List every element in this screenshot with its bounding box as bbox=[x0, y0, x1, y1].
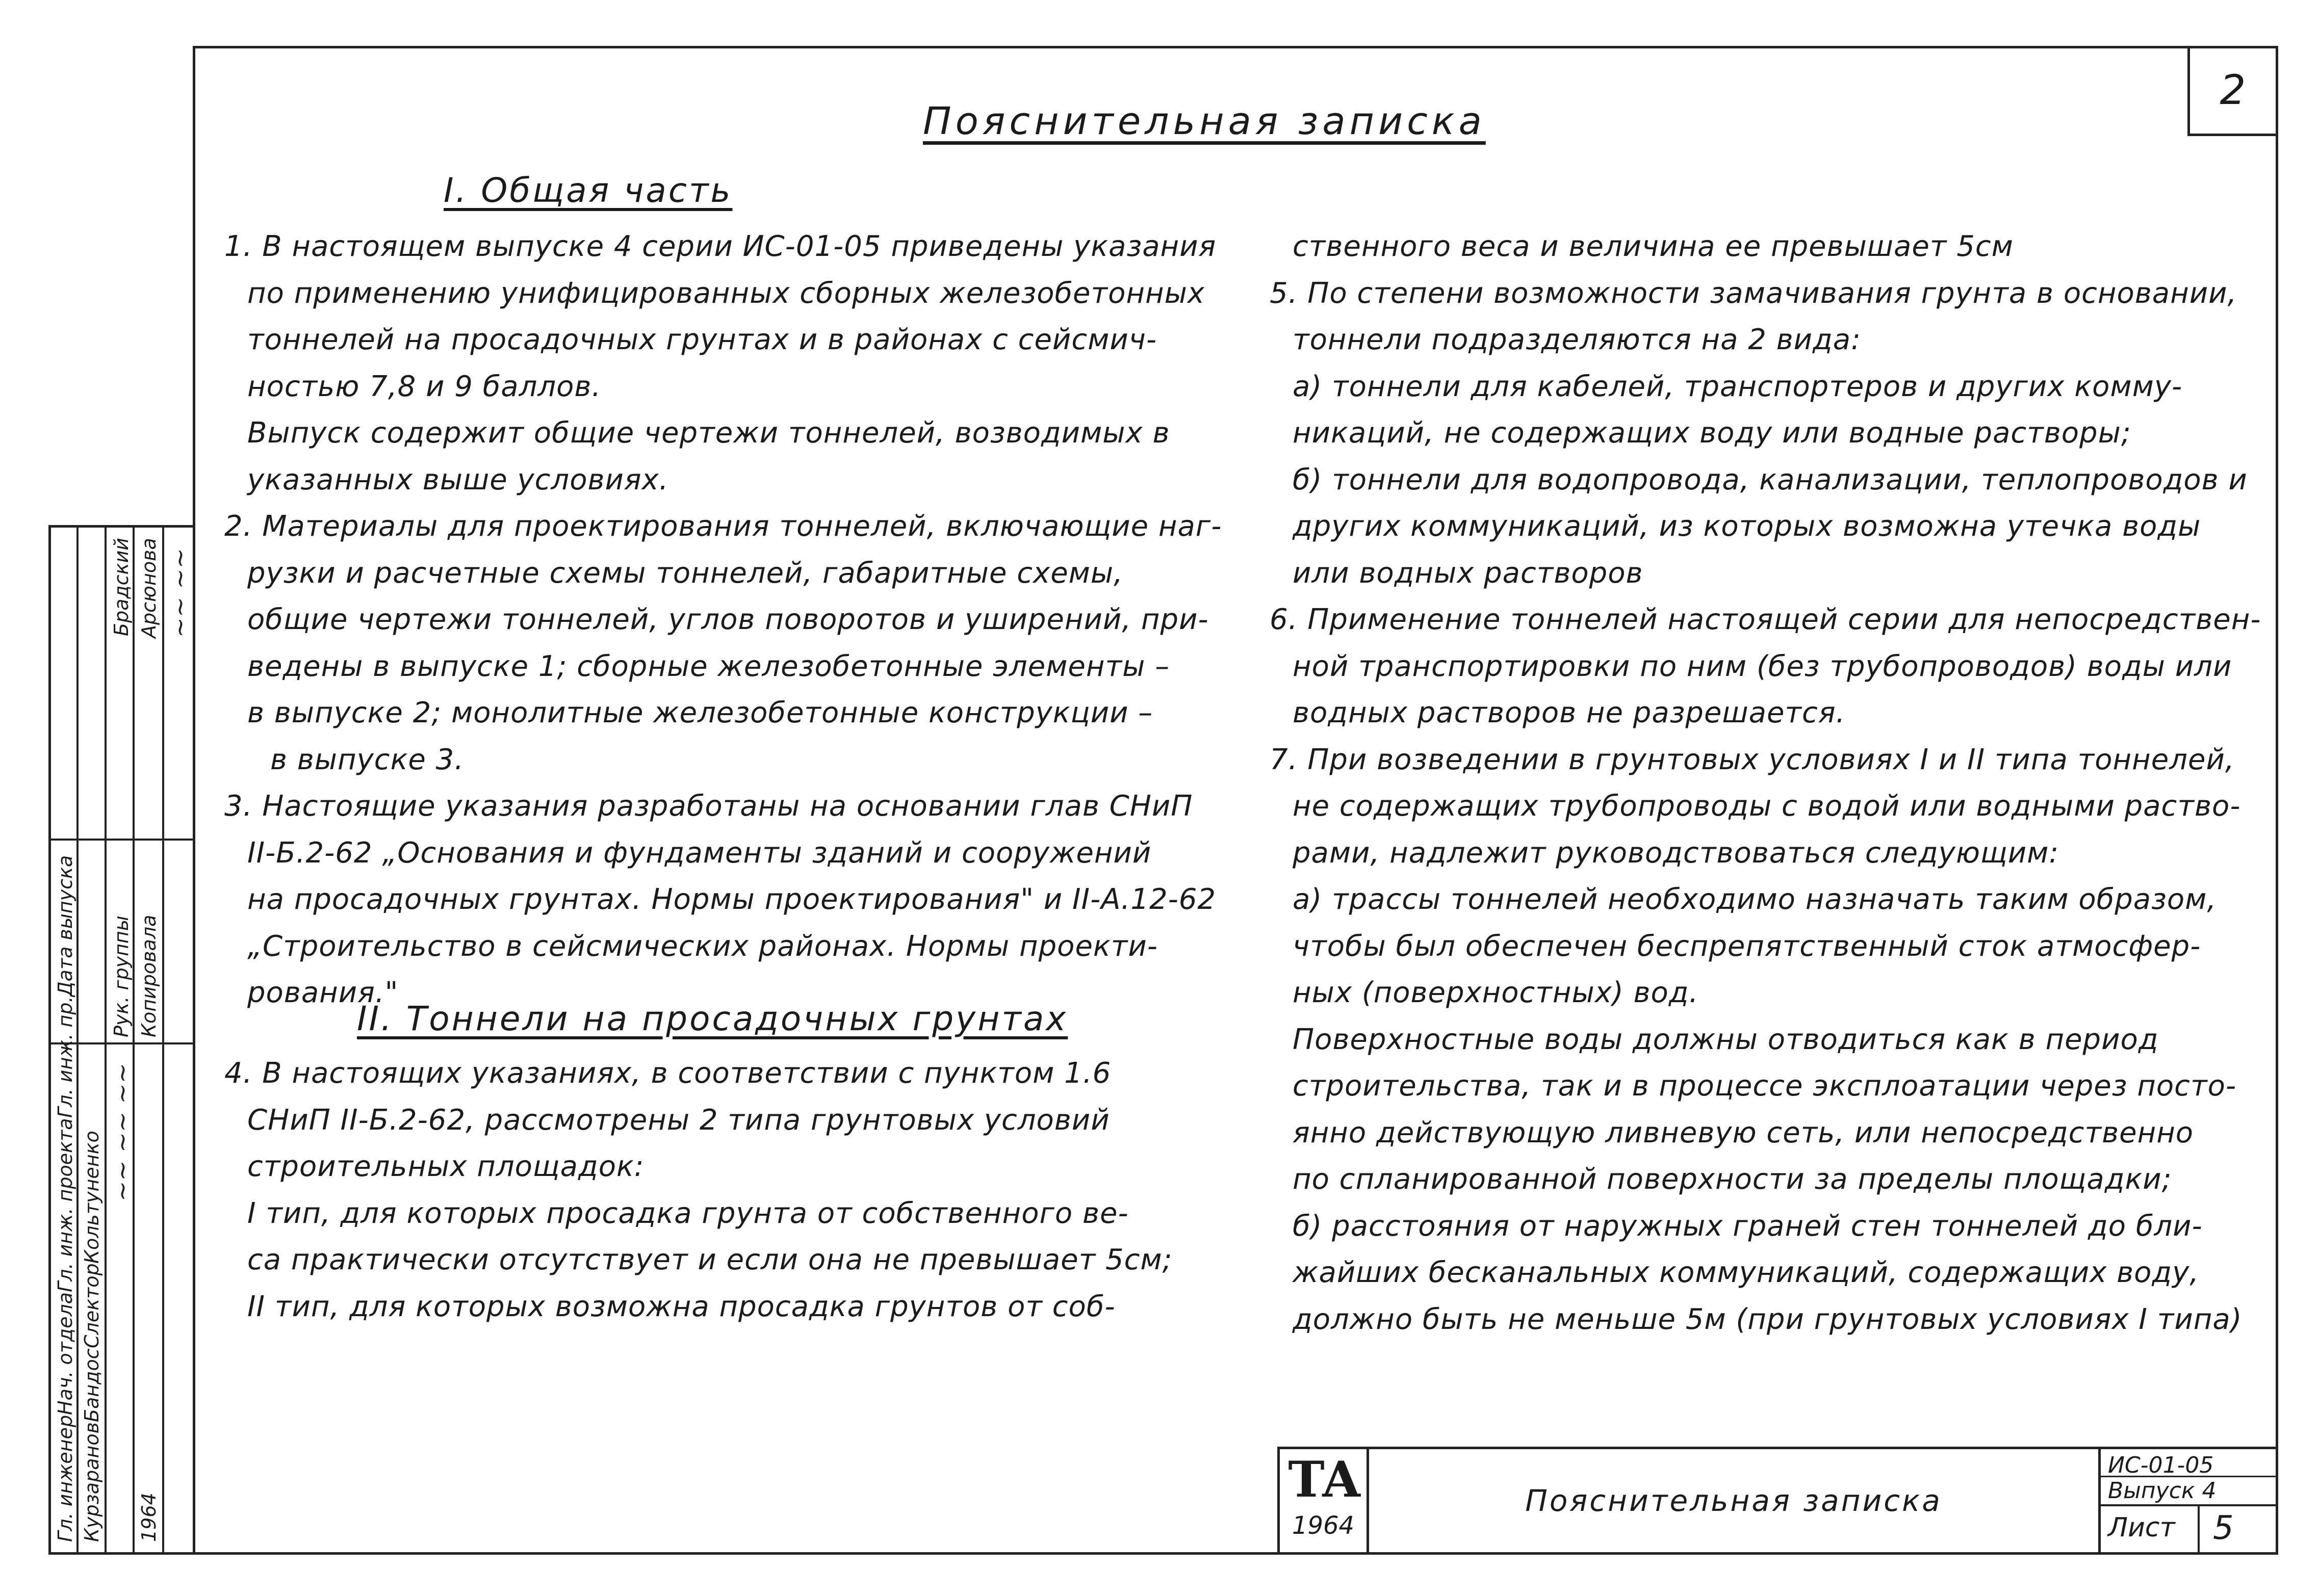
text-line: 3. Настоящие указания разработаны на основании глав СНиП bbox=[224, 790, 1193, 823]
strip-roles-upper: Рук. группы Брадский bbox=[110, 538, 133, 1037]
right-column bbox=[1270, 223, 2261, 1343]
signatures-upper: ~~ ~~ bbox=[166, 548, 194, 638]
text-line: „Строительство в сейсмических районах. Нормы проекти- bbox=[247, 929, 1158, 963]
approval-strip bbox=[48, 525, 195, 1555]
title-block bbox=[1277, 1447, 2276, 1552]
text-line: других коммуникаций, из которых возможна утечка воды bbox=[1293, 510, 2201, 543]
text-line: рузки и расчетные схемы тоннелей, габаритные схемы, bbox=[247, 556, 1123, 590]
text-line: рами, надлежит руководствоваться следующим: bbox=[1293, 836, 2059, 870]
text-line: янно действующую ливневую сеть, или непосредственно bbox=[1293, 1116, 2194, 1149]
text-line: Поверхностные воды должны отводиться как в период bbox=[1293, 1023, 2159, 1056]
text-line: ностью 7,8 и 9 баллов. bbox=[247, 370, 602, 403]
section-title-general: I. Общая часть bbox=[444, 171, 733, 210]
left-column-top bbox=[224, 223, 1222, 1016]
series-code: ИС-01-05 bbox=[2108, 1452, 2214, 1478]
text-line: 5. По степени возможности замачивания грунта в основании, bbox=[1270, 276, 2237, 310]
text-line: 7. При возведении в грунтовых условиях I и II типа тоннелей, bbox=[1270, 743, 2235, 776]
sheet-number: 5 bbox=[2213, 1509, 2234, 1547]
text-line: рования." bbox=[247, 976, 399, 1009]
text-line: жайших бесканальных коммуникаций, содержащих воду, bbox=[1293, 1256, 2200, 1289]
strip-roles: Гл. инженер Нач. отдела Гл. инж. проекта Гл. инж. пр. Дата выпуска bbox=[54, 855, 76, 1542]
text-line: указанных выше условиях. bbox=[247, 463, 669, 496]
text-line: ной транспортировки по ним (без трубопроводов) воды или bbox=[1293, 649, 2232, 683]
sheet-info bbox=[2098, 1449, 2278, 1552]
text-line: в выпуске 2; монолитные железобетонные конструкции – bbox=[247, 696, 1153, 729]
text-line: б) тоннели для водопровода, канализации, теплопроводов и bbox=[1293, 463, 2248, 496]
strip-names: Курзаранов Бандос Слектор Кольтуненко bbox=[81, 1130, 103, 1542]
text-line: ственного веса и величина ее превышает 5см bbox=[1293, 230, 2014, 263]
text-line: а) трассы тоннелей необходимо назначать таким образом, bbox=[1293, 883, 2217, 916]
strip-names-upper: Копировала Арсюнова bbox=[138, 538, 160, 1037]
text-line: I тип, для которых просадка грунта от собственного ве- bbox=[247, 1196, 1129, 1230]
text-line: а) тоннели для кабелей, транспортеров и других комму- bbox=[1293, 370, 2183, 403]
text-line: общие чертежи тоннелей, углов поворотов и уширений, при- bbox=[247, 603, 1209, 636]
left-column-bottom bbox=[224, 1050, 1173, 1330]
text-line: ных (поверхностных) вод. bbox=[1293, 976, 1699, 1009]
signatures: ~~ ~~ ~~ bbox=[108, 1063, 137, 1201]
text-line: на просадочных грунтах. Нормы проектирования" и II-А.12-62 bbox=[247, 883, 1217, 916]
text-line: по применению унифицированных сборных железобетонных bbox=[247, 276, 1205, 310]
text-line: 6. Применение тоннелей настоящей серии для непосредствен- bbox=[1270, 603, 2261, 636]
text-line: Выпуск содержит общие чертежи тоннелей, возводимых в bbox=[247, 416, 1170, 450]
text-line: никаций, не содержащих воду или водные растворы; bbox=[1293, 416, 2131, 450]
text-line: или водных растворов bbox=[1293, 556, 1643, 590]
text-line: строительства, так и в процессе эксплоатации через посто- bbox=[1293, 1069, 2237, 1103]
text-line: са практически отсутствует и если она не превышает 5см; bbox=[247, 1243, 1173, 1276]
text-line: б) расстояния от наружных граней стен тоннелей до бли- bbox=[1293, 1209, 2203, 1243]
page-number: 2 bbox=[2187, 46, 2276, 136]
text-line: в выпуске 3. bbox=[270, 743, 465, 776]
text-line: водных растворов не разрешается. bbox=[1293, 696, 1846, 729]
text-line: не содержащих трубопроводы с водой или водными раство- bbox=[1293, 790, 2241, 823]
text-line: 2. Материалы для проектирования тоннелей, включающие наг- bbox=[224, 510, 1222, 543]
text-line: II тип, для которых возможна просадка грунтов от соб- bbox=[247, 1290, 1116, 1323]
text-line: ведены в выпуске 1; сборные железобетонные элементы – bbox=[247, 649, 1170, 683]
text-line: должно быть не меньше 5м (при грунтовых условиях I типа) bbox=[1293, 1302, 2243, 1336]
text-line: II-Б.2-62 „Основания и фундаменты зданий и сооружений bbox=[247, 836, 1152, 870]
text-line: по спланированной поверхности за пределы площадки; bbox=[1293, 1163, 2172, 1196]
text-line: СНиП II-Б.2-62, рассмотрены 2 типа грунтовых условий bbox=[247, 1103, 1110, 1137]
institute-logo: ТА 1964 bbox=[1280, 1449, 1369, 1552]
text-line: тоннели подразделяются на 2 вида: bbox=[1293, 323, 1861, 356]
strip-year: 1964 bbox=[138, 1493, 160, 1542]
document-title: Пояснительная записка bbox=[923, 99, 1486, 143]
text-line: строительных площадок: bbox=[247, 1150, 645, 1183]
issue-number: Выпуск 4 bbox=[2108, 1478, 2217, 1504]
section-title-subsiding: II. Тоннели на просадочных грунтах bbox=[357, 999, 1068, 1038]
text-line: 4. В настоящих указаниях, в соответствии с пунктом 1.6 bbox=[224, 1057, 1112, 1090]
text-line: тоннелей на просадочных грунтах и в районах с сейсмич- bbox=[247, 323, 1157, 356]
text-line: 1. В настоящем выпуске 4 серии ИС-01-05 приведены указания bbox=[224, 230, 1217, 263]
sheet-title: Пояснительная записка bbox=[1525, 1483, 1942, 1518]
text-line: чтобы был обеспечен беспрепятственный сток атмосфер- bbox=[1293, 929, 2201, 963]
sheet-label: Лист bbox=[2108, 1512, 2175, 1543]
